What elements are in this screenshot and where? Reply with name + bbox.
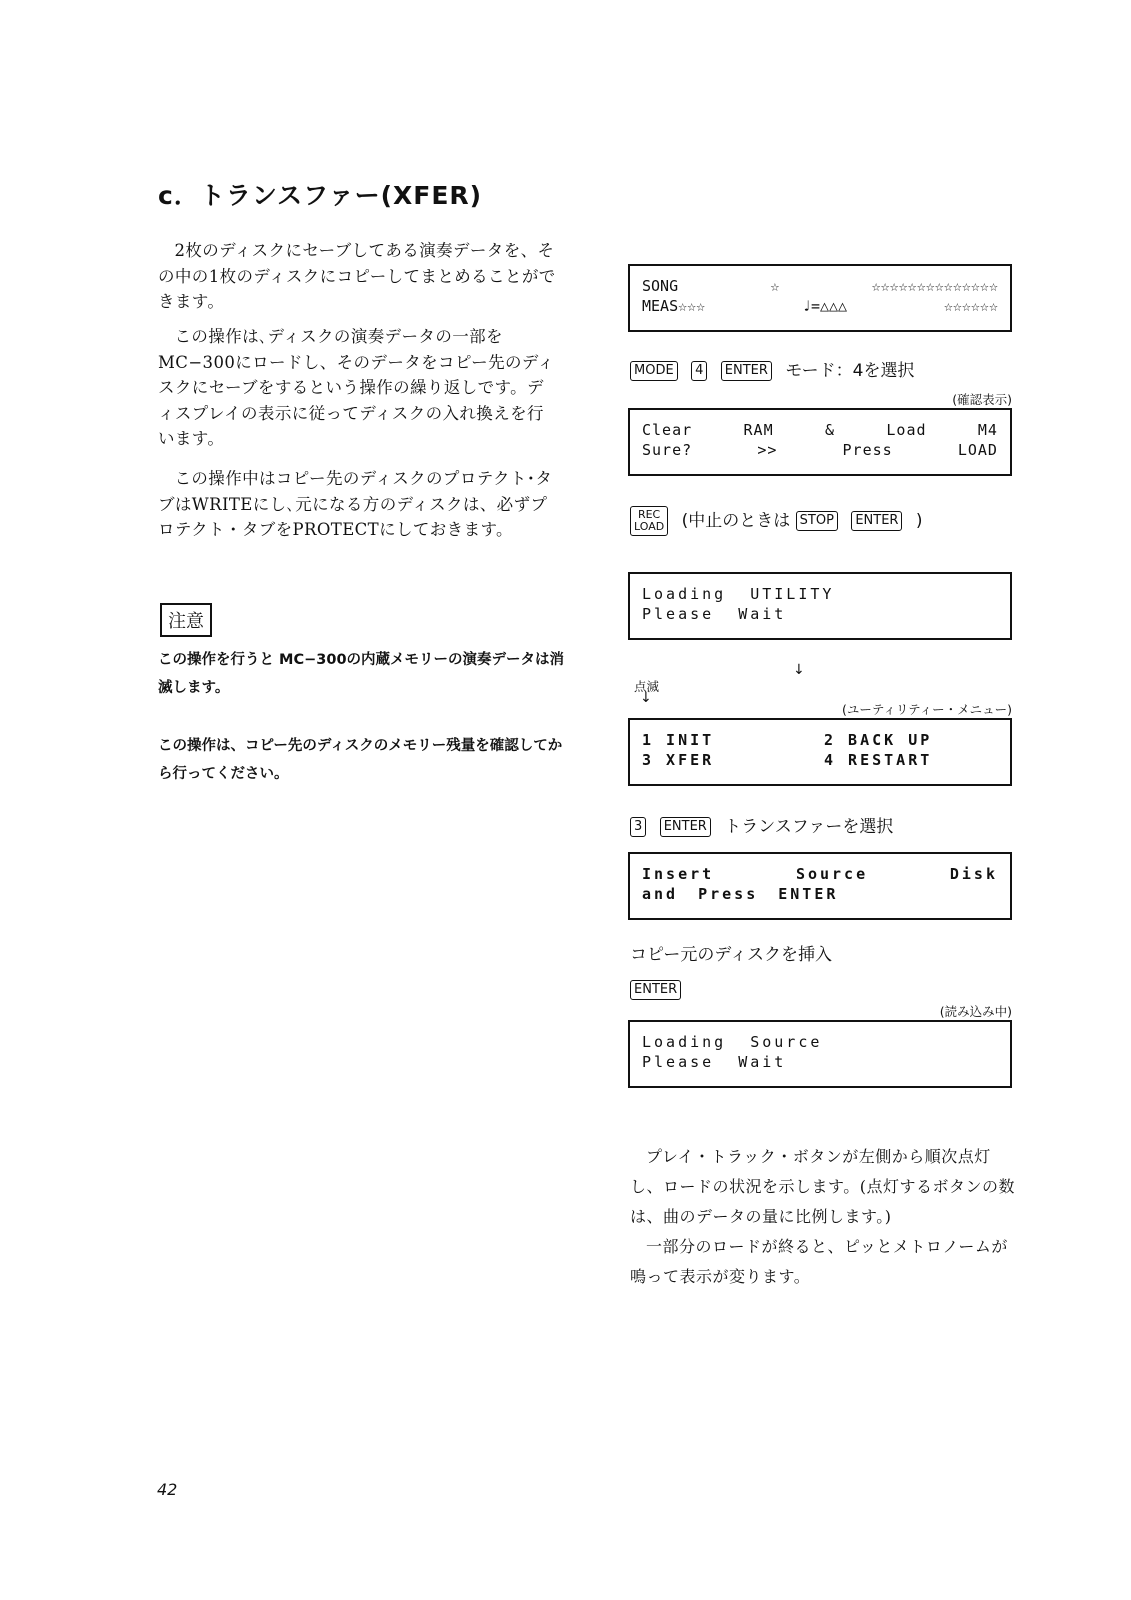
lcd-text: Source — [795, 865, 869, 883]
lcd-line-1 — [642, 584, 998, 604]
step-transfer-select — [630, 812, 893, 837]
down-arrow-icon: ↓ — [640, 690, 652, 706]
lcd-line-1 — [642, 1032, 998, 1052]
lcd-text: Please — [642, 1053, 715, 1071]
section-title: c．トランスファー(XFER) — [158, 181, 483, 210]
caution-note-2: この操作は、コピー先のディスクのメモリー残量を確認してから行ってください。 — [158, 738, 563, 782]
lcd-display-utility-menu — [628, 718, 1012, 786]
mode-key: MODE — [630, 361, 678, 381]
step-text: トランスファーを選択 — [724, 817, 894, 837]
lcd-text: 1 INIT — [642, 731, 715, 749]
lcd-line-2 — [642, 1052, 998, 1072]
intro-paragraph-3: この操作中はコピー先のディスクのプロテクト･タブはWRITEにし､元になる方のディスクは、必ずプロテクト・タブをPROTECTにしておきます。 — [158, 469, 553, 539]
down-arrow-icon: ↓ — [793, 662, 805, 678]
lcd-text: Loading — [642, 1033, 727, 1051]
cancel-text-open: (中止のときは — [681, 511, 791, 531]
enter-key: ENTER — [630, 980, 681, 1000]
lcd-display-loading-source — [628, 1020, 1012, 1088]
load-label: LOAD — [634, 520, 665, 533]
lcd-text: LOAD — [957, 441, 998, 459]
lcd-text: UTILITY — [750, 585, 835, 603]
blink-label: 点滅 — [634, 679, 660, 694]
lcd-text: ☆☆☆☆☆☆☆☆☆☆☆☆☆☆ — [871, 277, 998, 295]
enter-key: ENTER — [660, 817, 711, 837]
three-key: 3 — [630, 817, 646, 837]
caution-label: 注意 — [160, 603, 212, 637]
lcd-text: Disk — [949, 865, 998, 883]
lcd-text: RAM — [743, 421, 774, 439]
lcd-text: Insert — [642, 865, 715, 883]
lcd-text: ENTER — [778, 885, 839, 903]
utility-menu-caption: (ユーティリティー・メニュー) — [841, 702, 1012, 717]
lcd-line-2 — [642, 884, 998, 904]
lcd-text: Loading — [642, 585, 727, 603]
lcd-display-insert-source — [628, 852, 1012, 920]
page-number: 42 — [157, 1480, 178, 1499]
step-rec-load — [630, 506, 923, 536]
lcd-text: SONG — [642, 277, 679, 295]
stop-key: STOP — [796, 511, 838, 531]
step-enter — [630, 980, 689, 1000]
lcd-text: and — [642, 885, 679, 903]
step-mode-select — [630, 356, 914, 381]
lcd-text: Press — [842, 441, 893, 459]
rec-label: REC — [637, 508, 661, 521]
lcd-text: Load — [886, 421, 927, 439]
closing-paragraph-1: プレイ・トラック・ボタンが左側から順次点灯し、ロードの状況を示します。(点灯するボタンの数は、曲のデータの量に比例します。) — [630, 1147, 1015, 1226]
rec-load-key — [630, 506, 668, 536]
lcd-text: Clear — [642, 421, 693, 439]
lcd-text: MEAS☆☆☆ — [642, 297, 706, 315]
lcd-text: & — [825, 421, 836, 439]
step-text: モード：4を選択 — [785, 361, 915, 381]
lcd-line-1 — [642, 864, 998, 884]
lcd-text: 4 RESTART — [824, 751, 933, 769]
lcd-display-loading-utility — [628, 572, 1012, 640]
lcd-text: >> — [757, 441, 778, 459]
lcd-text: ☆ — [770, 277, 780, 295]
loading-caption: (読み込み中) — [939, 1004, 1012, 1019]
lcd-display-clear — [628, 408, 1012, 476]
lcd-text: ♩=△△△ — [801, 297, 848, 315]
insert-source-instruction: コピー元のディスクを挿入 — [630, 945, 832, 965]
lcd-text: 3 XFER — [642, 751, 715, 769]
closing-paragraph-2: 一部分のロードが終ると、ピッとメトロノームが鳴って表示が変ります。 — [630, 1237, 1008, 1286]
lcd-text: Sure? — [642, 441, 693, 459]
lcd-line-1 — [642, 276, 998, 296]
lcd-display-song — [628, 264, 1012, 332]
lcd-text: Wait — [738, 1053, 787, 1071]
confirm-caption: (確認表示) — [952, 392, 1012, 407]
lcd-line-2 — [642, 296, 998, 316]
lcd-text: 2 BACK UP — [824, 731, 933, 749]
lcd-text: Please — [642, 605, 715, 623]
lcd-text: Wait — [738, 605, 787, 623]
enter-key: ENTER — [851, 511, 902, 531]
lcd-text: M4 — [977, 421, 998, 439]
intro-paragraph-2: この操作は､ディスクの演奏データの一部をMC−300にロードし、そのデータをコピー先のディスクにセーブをするという操作の繰り返しです。ディスプレイの表示に従ってディスクの入れ換えを行います。 — [158, 327, 555, 448]
enter-key: ENTER — [721, 361, 772, 381]
lcd-line-1 — [642, 420, 998, 440]
lcd-text: Press — [698, 885, 759, 903]
lcd-line-2 — [642, 750, 998, 770]
caution-note-1: この操作を行うと MC−300の内蔵メモリーの演奏データは消滅します。 — [158, 652, 565, 696]
lcd-line-1 — [642, 730, 998, 750]
lcd-text: Source — [750, 1033, 823, 1051]
lcd-text: ☆☆☆☆☆☆ — [943, 297, 998, 315]
intro-paragraph-1: 2枚のディスクにセーブしてある演奏データを、その中の1枚のディスクにコピーしてまとめることができます。 — [158, 241, 556, 311]
four-key: 4 — [691, 361, 707, 381]
lcd-line-2 — [642, 604, 998, 624]
cancel-text-close: ) — [915, 511, 923, 531]
lcd-line-2 — [642, 440, 998, 460]
